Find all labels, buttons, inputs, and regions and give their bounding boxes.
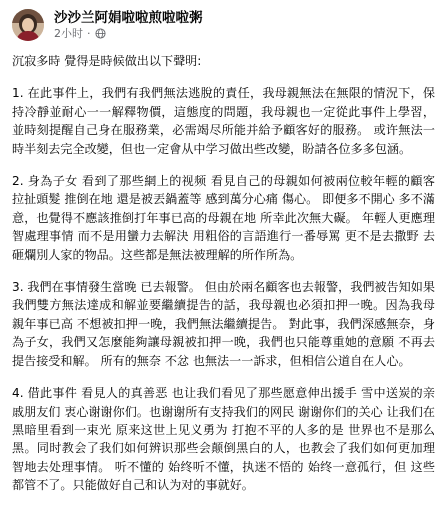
post-timestamp[interactable]: 2小时 xyxy=(54,26,83,40)
post-meta xyxy=(54,27,203,41)
post-paragraph-4: 4. 借此事件 看見人的真善恶 也让我们看见了那些愿意伸出援手 雪中送炭的亲戚朋友们 衷心谢谢你们。也谢谢所有支持我们的网民 谢谢你们的关心 让我们在黑暗里看到一束光 原来这世上见义勇为 打抱不平的人多的是 世界也不是那么黑。同时教会了我们如何辨识那些会颠倒黑白的人，也教会了我们如何更加理智地去处理事情。 听不懂的 始终听不懂，执迷不悟的 始终一意孤行，但 这些都管不了。只能做好自己和认为对的事就好。 xyxy=(12,386,435,493)
post-paragraph-3: 3. 我們在事情發生當晚 已去報警。 但由於兩名顧客也去報警，我們被告知如果我們雙方無法達成和解並要繼續提告的話，我母親也必須扣押一晚。因為我母親年事已高 不想被扣押一晚，我們無法繼續提告。 對此事，我們深感無奈，身為子女，我們又怎麼能夠讓母親被扣押一晚，我們也只能尊重她的意願 不再去提告接受和解。 所有的無奈 不忿 也無法一一訴求，但相信公道自在人心。 xyxy=(12,280,435,368)
post-paragraph-2: 2. 身為子女 看到了那些網上的视频 看見自己的母親如何被兩位較年輕的顧客 拉扯頭髮 推倒在地 還是被丟鍋蓋等 感到萬分心痛 傷心。 即便多不開心 多不滿意，也覺得不應該推倒打年事已高的母親在地 所幸此次無大礙。 年輕人更應理智處理事情 而不是用蠻力去解決 用粗俗的言語進行一番辱罵 更不是去撒野 去砸爛別人家的物品。这些都是無法被理解的所作所為。 xyxy=(12,174,435,262)
post-paragraph-intro: 沉寂多時 覺得是時候做出以下聲明: xyxy=(12,54,202,68)
globe-icon[interactable] xyxy=(95,28,106,39)
author-block xyxy=(54,10,203,41)
author-name[interactable]: 沙沙兰阿娟啦啦煎啦啦粥 xyxy=(54,9,203,26)
post-header xyxy=(12,8,435,42)
profile-photo-icon xyxy=(12,9,44,41)
post-body xyxy=(12,52,435,495)
author-avatar[interactable] xyxy=(12,9,44,41)
post-paragraph-1: 1. 在此事件上，我們有我們無法逃脫的責任，我母親無法在無限的情況下，保持冷靜並耐心一一解釋物價，這態度的問題，我母親也一定從此事件上學習，並時刻提醒自己身在服務業，必需竭尽所能并給予顧客好的服務。 或许無法一時半刻去完全改變，但也一定會从中学习做出些改變，盼請各位多多包涵。 xyxy=(12,86,435,156)
meta-separator: · xyxy=(87,26,91,40)
